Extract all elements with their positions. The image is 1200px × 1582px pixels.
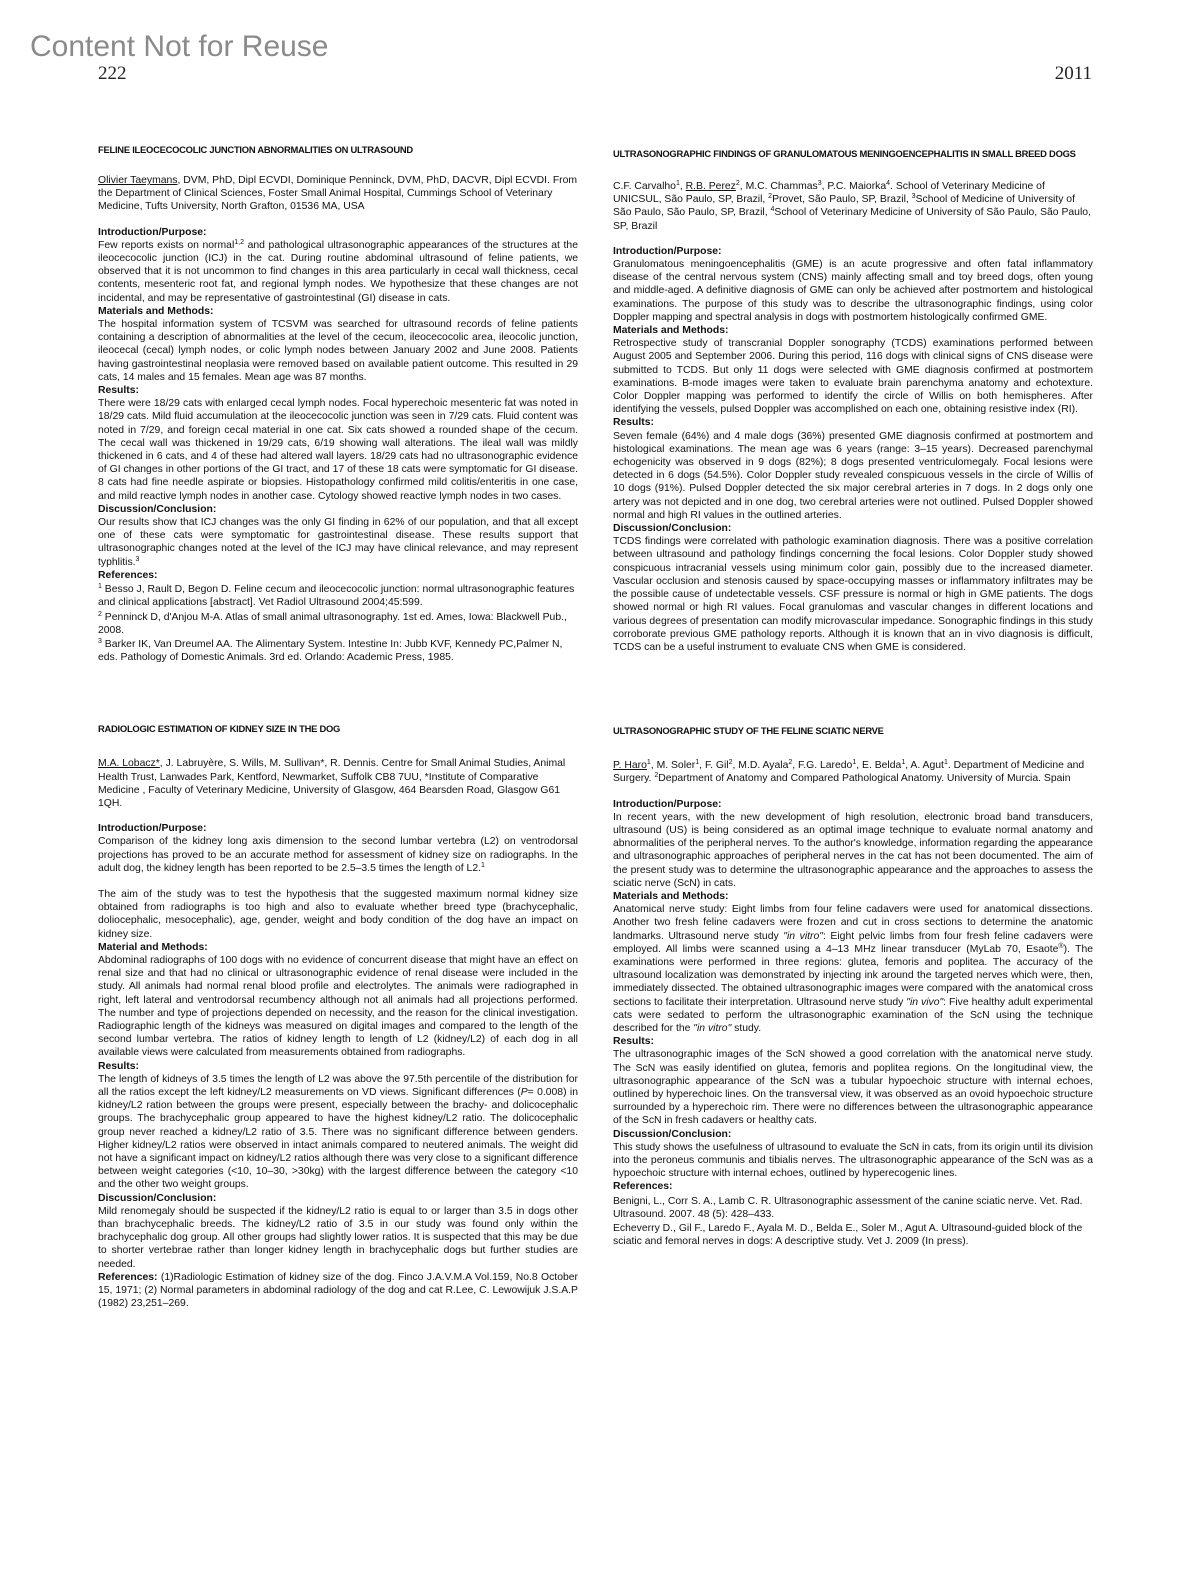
intro-text: Comparison of the kidney long axis dimension to the second lumbar vertebra (L2) on ventrodorsal projections has proved to be an accurate method for assessment of kidney size on radiographs. In the adult dog, the kidney length has been reported to be 2.5–3.5 times the length of L2.$^1$: [98, 836, 578, 874]
reference-item: $^1$ Besso J, Rault D, Begon D. Feline cecum and ileocecocolic junction: normal ultrasonographic features and clinical applications [abstract]. Vet Radiol Ultrasound 2004;45:599.: [98, 583, 575, 609]
section-heading: Materials and Methods:: [613, 890, 729, 902]
references-text: References: (1)Radiologic Estimation of kidney size of the dog. Finco J.A.V.M.A Vol.159, No.8 October 15, 1971; (2) Normal parameters in abdominal radiology of the dog and cat R.Lee, C. Lewowijuk J.S.A.P (1982) 23,251–269.: [98, 1271, 578, 1310]
section-heading: Introduction/Purpose:: [98, 823, 207, 835]
left-column: [98, 143, 578, 1310]
presenting-author: R.B. Perez: [685, 181, 736, 192]
intro-text: The aim of the study was to test the hypothesis that the suggested maximum normal kidney size obtained from radiographs is too high and also to evaluate whether breed type (brachycephalic, doliocephalic, mesocephalic), age, gender, weight and body condition of the dog have an impact on kidney size.: [98, 888, 578, 940]
section-heading: Results:: [98, 1060, 139, 1072]
methods-text: Abdominal radiographs of 100 dogs with no evidence of concurrent disease that might have an effect on renal size and that had no clinical or ultrasonographic evidence of renal disease were included in the study. All animals had normal renal blood profile and electrolytes. The animals were radiographed in right, left lateral and ventrodorsal recumbency although not all animals had all projections performed. The number and type of projections depended on necessity, and the reason for the clinical investigation. Radiographic length of the kidneys was measured on digital images and compared to the length of the second lumbar vertebra. The ratios of kidney length to length of L2 (kidney/L2) of each dog in all available views were calculated from measurements obtained from radiographs.: [98, 954, 578, 1059]
article-ileocecocolic: [98, 143, 578, 664]
section-heading: Results:: [613, 417, 654, 429]
article-title: ULTRASONOGRAPHIC STUDY OF THE FELINE SCIATIC NERVE: [613, 725, 884, 737]
section-heading: Discussion/Conclusion:: [98, 1192, 217, 1204]
results-text: There were 18/29 cats with enlarged cecal lymph nodes. Focal hyperechoic mesenteric fat was noted in 18/29 cats. Mild fluid accumulation at the ileocecocolic junction was seen in 7/29 cats. Fluid content was noted in 7/29, and foreign cecal material in one cat. Six cats showed a rounded shape of the cecum. The cecal wall was thickened in 19/29 cats, 6/19 showing wall alterations. The ileal wall was mildly thickened in 6 cats, and 4 of these had altered wall layers. 18/29 cats had no ultrasonographic evidence of GI changes in other portions of the GI tract, and 17 of these 18 cats were symptomatic for GI disease. 8 cats had fine needle aspirate or biopsies. Histopathology confirmed mild colitis/enteritis in one case, and mild reactive lymph nodes in another case. Cytology showed reactive lymph nodes in two cases.: [98, 398, 578, 502]
authors: P. Haro$^1$, M. Soler$^1$, F. Gil$^2$, M.D. Ayala$^2$, F.G. Laredo$^1$, E. Belda$^1$, A. Agut$^1$. Department of Medicine and Surgery. $^2$Department of Anatomy and Compared Pathological Anatomy. University of Murcia. Spain: [613, 759, 1085, 785]
section-heading: References:: [98, 569, 158, 581]
article-gme: [613, 147, 1093, 654]
section-heading: Discussion/Conclusion:: [613, 523, 732, 535]
right-column: [613, 147, 1093, 1248]
authors: Olivier Taeymans, DVM, PhD, Dipl ECVDI, Dominique Penninck, DVM, PhD, DACVR, Dipl ECVDI. From the Department of Clinical Sciences, Foster Small Animal Hospital, Cummings School of Veterinary Medicine, Tufts University, North Grafton, 01536 MA, USA: [98, 175, 578, 213]
year: 2011: [1054, 63, 1092, 84]
discussion-text: Mild renomegaly should be suspected if the kidney/L2 ratio is equal to or larger than 3.5 in dogs other than brachycephalic breeds. The kidney/L2 ratio of 3.5 in our study was found only within the brachycephalic dog group. All other groups had slightly lower ratios. It is suspected that this may be due to shorter vertebrae rather than longer kidney length in brachycephalic dogs but further studies are needed.: [98, 1205, 578, 1270]
article-title: ULTRASONOGRAPHIC FINDINGS OF GRANULOMATOUS MENINGOENCEPHALITIS IN SMALL BREED DOGS: [613, 148, 1076, 159]
discussion-text: This study shows the usefulness of ultrasound to evaluate the ScN in cats, from its origin until its division into the peroneus communis and tibialis nerves. The ultrasonographic appearance of the ScN was as a hypoechoic structure with internal echoes, outlined by hyperecogenic lines.: [613, 1141, 1093, 1180]
article-title: RADIOLOGIC ESTIMATION OF KIDNEY SIZE IN THE DOG: [98, 723, 341, 735]
authors: C.F. Carvalho$^1$, R.B. Perez$^2$, M.C. Chammas$^3$, P.C. Maiorka$^4$. School of Veterinary Medicine of UNICSUL, São Paulo, SP, Brazil, $^2$Provet, São Paulo, SP, Brazil, $^3$School of Medicine of University of São Paulo, São Paulo, SP, Brazil, $^4$School of Veterinary Medicine of University of São Paulo, São Paulo, SP, Brazil: [613, 180, 1091, 232]
article-title: FELINE ILEOCECOCOLIC JUNCTION ABNORMALITIES ON ULTRASOUND: [98, 144, 413, 155]
section-heading: Materials and Methods:: [98, 305, 214, 317]
section-heading: Introduction/Purpose:: [613, 245, 722, 257]
section-heading: Results:: [613, 1036, 654, 1048]
reference-item: $^3$ Barker IK, Van Dreumel AA. The Alimentary System. Intestine In: Jubb KVF, Kennedy PC,Palmer N, eds. Pathology of Domestic Animals. 3rd ed. Orlando: Academic Press, 1985.: [98, 637, 563, 664]
methods-text: The hospital information system of TCSVM was searched for ultrasound records of feline patients containing a description of abnormalities at the level of the cecum, ileocecocolic area, ileocolic junction, ileocecal (cecal) lymph nodes, or colic lymph nodes between January 2002 and June 2008. Patients having gastrointestinal neoplasia were removed based on available patient outcome. This resulted in 29 cats, 14 males and 15 females. Mean age was 87 months.: [98, 319, 578, 383]
section-heading: Materials and Methods:: [613, 325, 729, 337]
section-heading: Introduction/Purpose:: [613, 798, 722, 810]
reference-item: Echeverry D., Gil F., Laredo F., Ayala M. D., Belda E., Soler M., Agut A. Ultrasound-guided block of the sciatic and femoral nerves in dogs: A descriptive study. Vet J. 2009 (In press).: [613, 1223, 1083, 1248]
discussion-text: TCDS findings were correlated with pathologic examination diagnosis. There was a positive correlation between ultrasound and pathology findings concerning the focal lesions. Color Doppler study showed conspicuous intracranial vessels using minimum color gain, possibly due to the increased diameter. Vascular occlusion and stenosis caused by space-occupying masses or inflammatory infiltrates may be the possible cause of undetectable vessels. CSF pressure is normal or high in GME patients. The dogs showed normal or high RI values. Focal granulomas and vascular changes in different locations and various degrees of presentation can modify microvascular impedance. Sonographic findings in this study corroborate previous GME pathology reports. Although it is known that an in vivo diagnosis is difficult, TCDS can be a useful instrument to evaluate CNS when GME is considered.: [613, 536, 1093, 653]
article-sciatic-nerve: [613, 724, 1093, 1248]
authors: M.A. Lobacz*, J. Labruyère, S. Wills, M. Sullivan*, R. Dennis. Centre for Small Animal Studies, Animal Health Trust, Lanwades Park, Kentford, Newmarket, Suffolk CB8 7UU, *Institute of Comparative Medicine , Faculty of Veterinary Medicine, University of Glasgow, 464 Bearsden Road, Glasgow G61 1QH.: [98, 758, 566, 809]
presenting-author: Olivier Taeymans: [98, 175, 178, 186]
section-heading: Introduction/Purpose:: [98, 226, 207, 238]
results-text: Seven female (64%) and 4 male dogs (36%) presented GME diagnosis confirmed at postmortem and histological examinations. The mean age was 6 years (range: 3–15 years). Decreased parenchymal echogenicity was observed in 9 dogs (82%); 8 dogs presented ventriculomegaly. Focal lesions were detected in 6 dogs (54.5%). Color Doppler study revealed conspicuous vessels in the circle of Willis of 10 dogs (91%). Pulsed Doppler detected the six major cerebral arteries in 7 dogs. In 2 dogs only one artery was not depicted and in one dog, two cerebral arteries were not outlined. Pulsed Doppler showed normal and high RI values in the outlined arteries.: [613, 430, 1093, 521]
reference-item: Benigni, L., Corr S. A., Lamb C. R. Ultrasonographic assessment of the canine sciatic nerve. Vet. Rad. Ultrasound. 2007. 48 (5): 428–433.: [613, 1195, 1083, 1220]
section-heading: Discussion/Conclusion:: [613, 1128, 732, 1140]
intro-text: In recent years, with the new development of high resolution, electronic broad band transducers, ultrasound (US) is being considered as an optimal image technique to evaluate normal anatomy and abnormalities of the peripheral nerves. To the author's knowledge, information regarding the appearance and ultrasonographic approaches of peripheral nerves in the cat has not been documented. The aim of the present study was to determine the ultrasonographic appearance and the approaches to assess the sciatic nerve (ScN) in cats.: [613, 811, 1093, 889]
section-heading: Discussion/Conclusion:: [98, 503, 217, 515]
watermark: Content Not for Reuse: [30, 30, 329, 63]
methods-text: Anatomical nerve study: Eight limbs from four feline cadavers were used for anatomical dissections. Another two fresh feline cadavers were frozen and cut in cross sections to determine the anatomic landmarks. Ultrasound nerve study "in vitro": Eight pelvic limbs from four fresh feline cadavers were employed. All limbs were scanned using a 4–13 MHz linear transducer (MyLab 70, Esaote®). The examinations were performed in three regions: glutea, femoris and poplitea. The accuracy of the ultrasound localization was demonstrated by injecting ink around the targeted nerves which were, then, immediately dissected. The obtained ultrasonographic images were compared with the anatomical cross sections to facilitate their interpretation. Ultrasound nerve study "in vivo": Five healthy adult experimental cats were sedated to perform the ultrasonographic examination of the ScN using the technique described for the "in vitro" study.: [613, 904, 1093, 1034]
discussion-text: Our results show that ICJ changes was the only GI finding in 62% of our population, and that all except one of these cats were symptomatic for gastrointestinal disease. These results support that ultrasonographic changes noted at the level of the ICJ may have clinical relevance, and may represent typhlitis.$^3$: [98, 517, 578, 568]
section-heading: Material and Methods:: [98, 941, 208, 953]
presenting-author: M.A. Lobacz*: [98, 758, 160, 770]
reference-item: $^2$ Penninck D, d'Anjou M-A. Atlas of small animal ultrasonography. 1st ed. Ames, Iowa: Blackwell Pub., 2008.: [98, 610, 567, 636]
results-text: The ultrasonographic images of the ScN showed a good correlation with the anatomical nerve study. The ScN was easily identified on glutea, femoris and poplitea regions. On the longitudinal view, the ultrasonographic appearance of the ScN was a tubular hypoechoic structure with internal echoes, outlined by hyperechoic lines. On the transversal view, it was observed as an ovoid hypoechoic structure surrounded by a hyperechoic rim. There were no differences between the ultrasonographic appearance of the ScN in fresh cadavers or healthy cats.: [613, 1049, 1093, 1127]
results-text: The length of kidneys of 3.5 times the length of L2 was above the 97.5th percentile of the distribution for all the ratios except the left kidney/L2 measurements on VD views. Significant differences (P= 0.008) in kidney/L2 ration between the groups were present, especially between the brachy- and dolicocephalic groups. The brachycephalic group appeared to have the highest kidney/L2 ratio. The dolicocephalic group never reached a kidney/L2 ratio of 3.5. There was no significant difference between genders. Higher kidney/L2 ratios were observed in intact animals compared to neutered animals. The weight did not have a significant impact on kidney/L2 ratios although there was very close to a significant difference between weight categories (<10, 10–30, >30kg) with the largest difference between the category <10 and the other two weight groups.: [98, 1073, 578, 1191]
intro-text: Granulomatous meningoencephalitis (GME) is an acute progressive and often fatal inflammatory disease of the central nervous system (CNS) mainly affecting small and toy breed dogs, often young and middle-aged. A definitive diagnosis of GME can only be achieved after postmortem and histological examinations. The purpose of this study was to describe the ultrasonographic findings, using color Doppler mapping and spectral analysis in dogs with postmortem histologically confirmed GME.: [613, 259, 1093, 323]
article-kidney-size: [98, 722, 578, 1310]
methods-text: Retrospective study of transcranial Doppler sonography (TCDS) examinations performed between August 2005 and September 2006. During this period, 116 dogs with clinical signs of CNS disease were submitted to TCDS. But only 11 dogs were selected with GME diagnosis confirmed at postmortem examinations. B-mode images were taken to evaluate brain parenchyma anatomy and echotexture. Color Doppler mapping was performed to identify the circle of Willis on both hemispheres. After identifying the vessels, pulsed Doppler was accomplished on each one, obtaining resistive index (RI).: [613, 338, 1093, 416]
page-number: 222: [98, 63, 127, 84]
section-heading: Results:: [98, 385, 139, 397]
section-heading: References:: [613, 1181, 673, 1193]
intro-text: Few reports exists on normal$^{1,2}$ and pathological ultrasonographic appearances of the structures at the ileocecocolic junction (ICJ) in the cat. During routine abdominal ultrasound of feline patients, we observed that it is not uncommon to find changes in this area particularly in cecal wall thickness, cecal contents, mesenteric root fat, and regional lymph nodes. We hypothesize that these changes are not incidental, and may be representative of gastrointestinal (GI) disease in cats.: [98, 238, 578, 304]
presenting-author: P. Haro: [613, 760, 647, 772]
